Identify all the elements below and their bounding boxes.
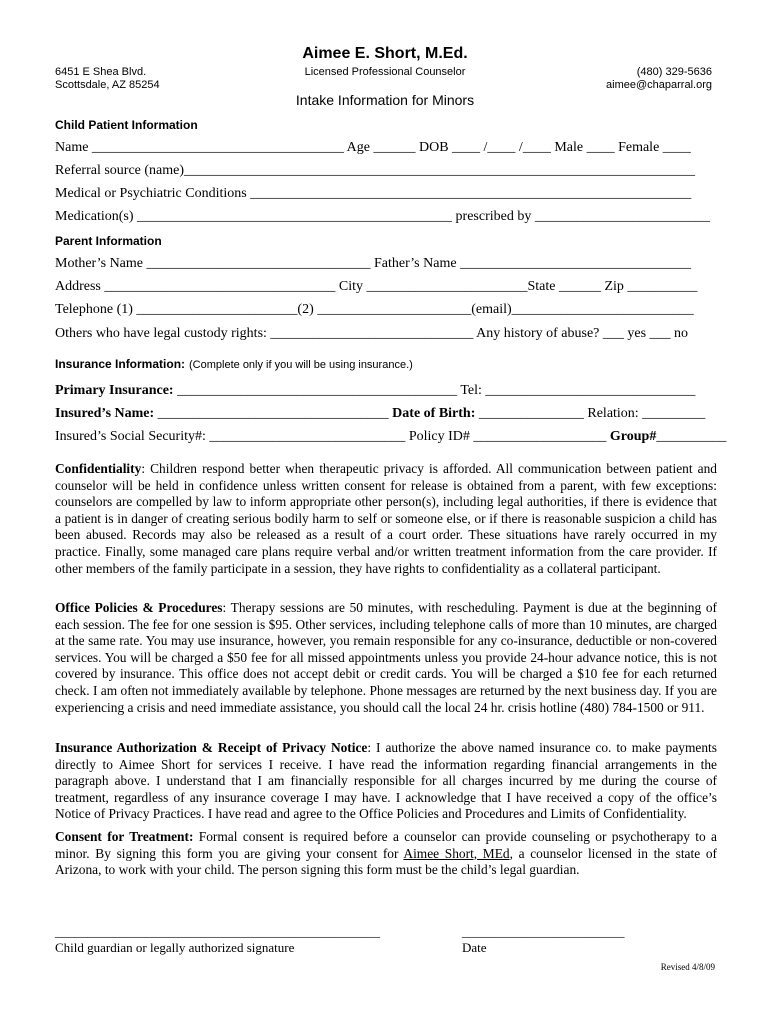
child-name-line[interactable]: Name ____________________________________ Age ______ DOB ____ /____ /____ Male ____ Female ____	[55, 140, 691, 155]
consent-text-after: , a counselor licensed in the state of Arizona, to work with your child. The person signing this form must be the child’s legal guardian.	[55, 845, 717, 878]
parent-section-heading: Parent Information	[55, 234, 162, 248]
practitioner-credential: Licensed Professional Counselor	[304, 66, 466, 78]
signature-field[interactable]: __________________________________________________	[55, 924, 380, 939]
confidentiality-label: Confidentiality	[55, 461, 142, 476]
signature-label: Child guardian or legally authorized signature	[55, 940, 295, 955]
consent-text-before: Formal consent is required before a counselor can provide counseling or psychotherapy to a minor. By signing this form you are giving your consent for	[55, 829, 717, 861]
date-field[interactable]: _________________________	[462, 924, 625, 939]
address-line-1: 6451 E Shea Blvd.	[55, 66, 147, 78]
primary-insurance-line[interactable]	[55, 383, 695, 399]
insured-name-blank: _________________________________	[154, 406, 393, 421]
insurance-note: (Complete only if you will be using insurance.)	[189, 359, 413, 371]
primary-insurance-label: Primary Insurance:	[55, 383, 174, 398]
address-line-2: Scottsdale, AZ 85254	[55, 79, 160, 91]
group-blank: __________	[656, 429, 727, 444]
form-title: Intake Information for Minors	[295, 92, 475, 108]
medications-line[interactable]: Medication(s) _____________________________________________ prescribed by _________________________	[55, 209, 710, 224]
revision-note: Revised 4/8/09	[660, 962, 715, 972]
date-label: Date	[462, 940, 487, 955]
child-section-heading: Child Patient Information	[55, 118, 198, 132]
social-security-line[interactable]	[55, 429, 726, 445]
insurance-section-heading	[55, 357, 413, 371]
consent-label: Consent for Treatment:	[55, 829, 194, 844]
insurance-authorization-text: : I authorize the above named insurance co. to make payments directly to Aimee Short for services I receive. I have read the information regarding financial arrangements in the paragraph above. I understand that I am financially responsible for all charges incurred by me during the course of treatment, regardless of any insurance coverage I may have. I acknowledge that I have received a copy of the office’s Notice of Privacy Practices. I have read and agree to the Office Policies and Procedures and Limits of Confidentiality.	[55, 740, 717, 822]
office-policies-text: : Therapy sessions are 50 minutes, with rescheduling. Payment is due at the beginning of each session. The fee for one session is $95. Other services, including telephone calls of more than 10 minutes, are charged at the same rate. You may use insurance, however, you remain responsible for any co-insurance, deductible or non-covered services. You will be charged a $50 fee for all missed appointments unless you provide 24-hour advance notice, this is not covered by insurance. This office does not accept debit or credit cards. You will be charged a $10 fee for each returned check. I am often not immediately available by telephone. Phone messages are returned by the next business day. If you are experiencing a crisis and need immediate assistance, you should call the local 24 hr. crisis hotline (480) 784-1500 or 911.	[55, 600, 717, 715]
phone-number: (480) 329-5636	[636, 66, 712, 78]
date-of-birth-label: Date of Birth:	[392, 406, 476, 421]
dob-relation-blank: _______________ Relation: _________	[475, 406, 706, 421]
confidentiality-paragraph	[55, 461, 717, 577]
consent-paragraph	[55, 829, 717, 879]
counselor-name-underlined: Aimee Short, MEd	[403, 845, 510, 861]
confidentiality-text: : Children respond better when therapeutic privacy is afforded. All communication between patient and counselor will be held in confidence unless written consent for release is obtained from a parent, with few exceptions: counselors are compelled by law to inform appropriate other person(s), including legal authorities, if there is evidence that a patient is in danger of creating serious bodily harm to self or someone else, or if there is reasonable suspicion a child has been abused. Records may also be released as a result of a court order. These situations have rarely occurred in my practice. Finally, some managed care plans require verbal and/or written treatment information from the care provider. If other members of the family participate in a session, they have rights to confidentiality as a collateral participant.	[55, 461, 717, 576]
insured-name-line[interactable]	[55, 406, 705, 422]
medical-conditions-line[interactable]: Medical or Psychiatric Conditions _______________________________________________________________	[55, 186, 692, 201]
group-label: Group#	[609, 429, 657, 444]
office-policies-label: Office Policies & Procedures	[55, 600, 223, 615]
telephone-line[interactable]: Telephone (1) _______________________(2) ______________________(email)__________________________	[55, 302, 694, 317]
email-address: aimee@chaparral.org	[606, 79, 712, 91]
referral-source-line[interactable]: Referral source (name)_________________________________________________________________________	[55, 163, 696, 178]
insured-name-label: Insured’s Name:	[55, 406, 155, 421]
address-line[interactable]: Address _________________________________ City _______________________State ______ Zip __________	[55, 279, 698, 294]
office-policies-paragraph	[55, 600, 717, 716]
insurance-authorization-paragraph	[55, 740, 717, 823]
insurance-heading-text: Insurance Information:	[55, 357, 186, 371]
insurance-authorization-label: Insurance Authorization & Receipt of Privacy Notice	[55, 740, 368, 755]
parent-names-line[interactable]: Mother’s Name ________________________________ Father’s Name _________________________________	[55, 256, 692, 271]
ssn-policy-text: Insured’s Social Security#: ____________________________ Policy ID# ___________________	[55, 429, 610, 444]
practitioner-name: Aimee E. Short, M.Ed.	[302, 45, 468, 62]
custody-abuse-line[interactable]: Others who have legal custody rights: _____________________________ Any history of abuse? ___ yes ___ no	[55, 326, 689, 341]
primary-insurance-blank: ________________________________________ Tel: ______________________________	[173, 383, 696, 398]
